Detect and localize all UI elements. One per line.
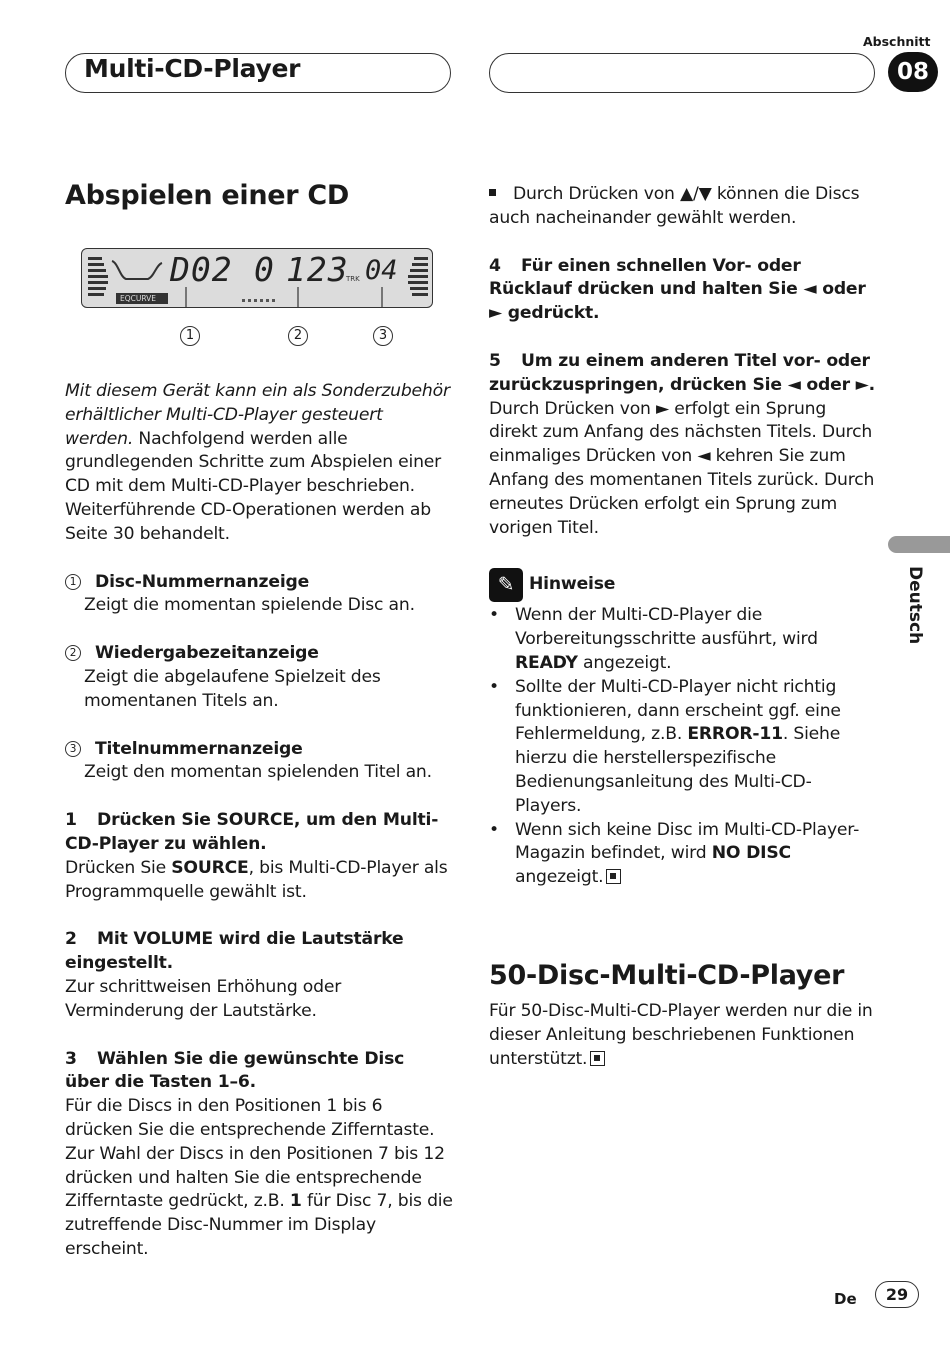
- legend-item-1-title: 1 Disc-Nummernanzeige: [65, 571, 453, 595]
- display-time-minutes: 0: [254, 250, 274, 289]
- side-tab-bar: [888, 536, 950, 553]
- notes-header: [489, 568, 877, 602]
- right-column: [489, 183, 877, 1071]
- left-column: [65, 380, 453, 1262]
- section-number-badge: 08: [888, 52, 938, 92]
- step-3-title: 3 Wählen Sie die gewünschte Disc über die Tasten 1–6.: [65, 1048, 405, 1093]
- display-time-seconds: 123: [286, 250, 349, 289]
- step-3-text: Für die Discs in den Positionen 1 bis 6 drücken Sie die entsprechende Zifferntaste. Zur Wahl der Discs in den Positionen 7 bis 12 drücken und halten Sie die entsprechende Zifferntaste gedrückt, z.B. 1 für Disc 7, bis die zutreffende Disc-Nummer im Display erscheint.: [65, 1096, 453, 1259]
- legend-item-1-text: Zeigt die momentan spielende Disc an.: [84, 595, 415, 616]
- section-50-disc-text: Für 50-Disc-Multi-CD-Player werden nur die in dieser Anleitung beschriebenen Funktionen unterstützt.: [489, 1000, 873, 1069]
- step-5-text: Durch Drücken von ► erfolgt ein Sprung direkt zum Anfang des nächsten Titels. Durch einmaliges Drücken von ◄ kehren Sie zum Anfang des momentanen Titels zurück. Durch erneutes Drücken erfolgt ein Sprung zum vorigen Titel.: [489, 398, 875, 538]
- intro-italic: Mit diesem Gerät kann ein als Sonderzubehör erhältlicher Multi-CD-Player gesteuert werden.: [65, 381, 450, 449]
- intro-text: Nachfolgend werden alle grundlegenden Schritte zum Abspielen einer CD mit dem Multi-CD-Player beschrieben. Weiterführende CD-Operationen werden ab Seite 30 behandelt.: [65, 428, 442, 544]
- header-empty-frame: [489, 53, 875, 93]
- section-heading: Abspielen einer CD: [65, 180, 350, 211]
- square-bullet-icon: [489, 189, 496, 196]
- display-eq-label: EQCURVE: [120, 294, 157, 303]
- legend-item-3-title: 3 Titelnummernanzeige: [65, 738, 453, 762]
- note-item: • Wenn der Multi-CD-Player die Vorbereitungsschritte ausführt, wird READY angezeigt.: [489, 604, 877, 675]
- side-tab-language: Deutsch: [905, 566, 925, 645]
- display-trk-label: TRK: [346, 275, 360, 283]
- step-1-text: Drücken Sie SOURCE, bis Multi-CD-Player als Programmquelle gewählt ist.: [65, 857, 448, 902]
- end-mark-icon: [606, 869, 621, 884]
- end-mark-icon: [590, 1051, 605, 1066]
- pencil-icon: ✎: [489, 568, 523, 602]
- step-2-title: 2 Mit VOLUME wird die Lautstärke eingestellt.: [65, 929, 404, 974]
- cd-display-illustration: [81, 248, 433, 308]
- notes-title: Hinweise: [529, 574, 616, 595]
- section-label: Abschnitt: [863, 34, 931, 49]
- footer-language: De: [834, 1290, 857, 1308]
- page-header-title: Multi-CD-Player: [84, 54, 301, 83]
- section-heading-50-disc: 50-Disc-Multi-CD-Player: [489, 959, 845, 991]
- legend-item-2-text: Zeigt die abgelaufene Spielzeit des momentanen Titels an.: [84, 666, 381, 711]
- step-2-text: Zur schrittweisen Erhöhung oder Verminderung der Lautstärke.: [65, 976, 342, 1021]
- step-5-title: 5 Um zu einem anderen Titel vor- oder zurückzuspringen, drücken Sie ◄ oder ►.: [489, 350, 875, 395]
- note-item: • Sollte der Multi-CD-Player nicht richtig funktionieren, dann erscheint ggf. eine Fehlermeldung, z.B. ERROR-11. Siehe hierzu die herstellerspezifische Bedienungsanleitung des Multi-CD-Players.: [489, 676, 877, 819]
- intro-paragraph: [65, 380, 453, 547]
- disc-select-bullet: Durch Drücken von ▲/▼ können die Discs auch nacheinander gewählt werden.: [489, 184, 860, 228]
- note-item: • Wenn sich keine Disc im Multi-CD-Player-Magazin befindet, wird NO DISC angezeigt.: [489, 819, 877, 890]
- callout-2: 2: [288, 326, 308, 346]
- step-1-title: 1 Drücken Sie SOURCE, um den Multi-CD-Player zu wählen.: [65, 810, 439, 854]
- notes-list: [489, 604, 877, 890]
- legend-item-3-text: Zeigt den momentan spielenden Titel an.: [84, 762, 432, 783]
- callout-1: 1: [180, 326, 200, 346]
- page-number: 29: [875, 1281, 919, 1308]
- legend-item-2-title: 2 Wiedergabezeitanzeige: [65, 642, 453, 666]
- callout-3: 3: [373, 326, 393, 346]
- display-track-number: 04: [365, 255, 398, 286]
- step-4-title: 4 Für einen schnellen Vor- oder Rücklauf drücken und halten Sie ◄ oder ► gedrückt.: [489, 255, 866, 324]
- display-disc-number: D02: [170, 250, 233, 289]
